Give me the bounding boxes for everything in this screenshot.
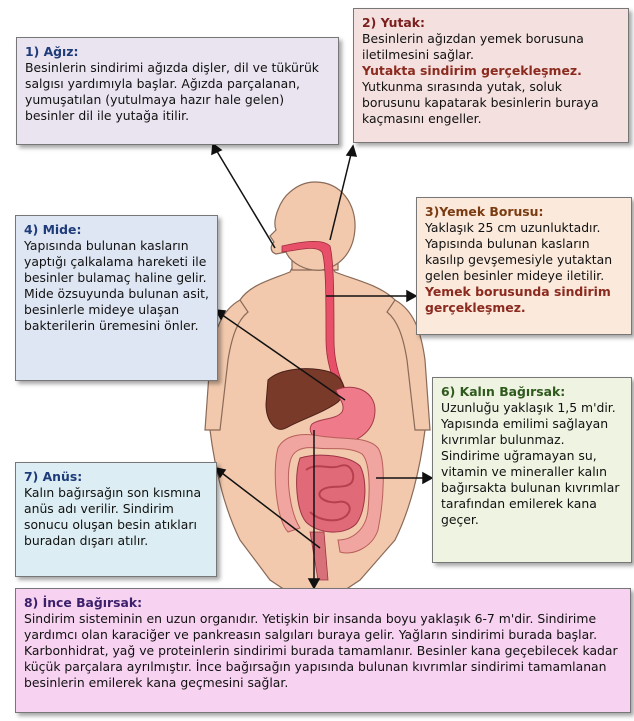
pharynx-text-2: Yutkunma sırasında yutak, soluk borusunu kapatarak besinlerin buraya kaçmasını engeller. [362,79,599,126]
stomach-title: 4) Mide: [24,222,82,237]
info-box-large-intestine [432,377,632,563]
info-box-anus [15,462,217,577]
head [270,182,355,270]
esophagus-title: 3)Yemek Borusu: [425,204,544,219]
arrowhead-agiz [212,144,221,154]
small-intestine-text: Sindirim sisteminin en uzun organıdır. Yetişkin bir insanda boyu yaklaşık 6-7 m'dir. Sindirime yardımcı olan karaciğer ve pankreasın salgıları buraya gelir. Yağların sindirimi burada başlar. Karbonhidrat, yağ ve proteinlerin sindirimi burada tamamlanır. Besinler kana geçebilecek kadar küçük parçalara ayrılmıştır. İnce bağırsağın yapısında bulunan kıvrımlar sindirimi tamamlanan besinlerin emilerek kana geçmesini sağlar. [24,611,618,690]
arrowhead-kalin [423,473,432,483]
large-intestine-text-1: Uzunluğu yaklaşık 1,5 m'dir. Yapısında emilimi sağlayan kıvrımlar bulunmaz. [441,400,616,447]
pharynx-title: 2) Yutak: [362,15,425,30]
large-intestine-text-2: Sindirime uğramayan su, vitamin ve mineraller kalın bağırsakta bulunan kıvrımlar tarafından emilerek kana geçer. [441,448,620,527]
pharynx-text-1: Besinlerin ağızdan yemek borusuna iletilmesini sağlar. [362,31,584,62]
large-intestine-title: 6) Kalın Bağırsak: [441,384,566,399]
esophagus-text: Yaklaşık 25 cm uzunluktadır. Yapısında bulunan kasların kasılıp gevşemesiyle yutaktan gelen besinler mideye iletilir. [425,220,613,283]
info-box-small-intestine [15,588,631,713]
info-box-esophagus [416,197,632,335]
anus-title: 7) Anüs: [24,469,83,484]
mouth-text: Besinlerin sindirimi ağızda dişler, dil ve tükürük salgısı yardımıyla başlar. Ağızda parçalanan, yumuşatılan (yutulmaya hazır hale gelen) besinler dil ile yutağa itilir. [25,60,319,123]
arrowhead-yutak [347,146,356,156]
info-box-mouth [16,37,339,145]
anus-text: Kalın bağırsağın son kısmına anüs adı verilir. Sindirim sonucu oluşan besin atıkları buradan dışarı atılır. [24,485,202,548]
mouth-title: 1) Ağız: [25,44,79,59]
stomach-text: Yapısında bulunan kasların yaptığı çalkalama hareketi ile besinler bulamaç haline gelir. Mide özsuyunda bulunan asit, besinlerle mideye ulaşan bakterilerin üremesini önler. [24,238,209,333]
small-intestine-title: 8) İnce Bağırsak: [24,595,143,610]
esophagus-warning: Yemek borusunda sindirim gerçekleşmez. [425,284,611,315]
info-box-stomach [15,215,218,381]
arrowhead-yemek [407,291,416,301]
info-box-pharynx [353,8,629,143]
connector-agiz [215,148,275,248]
pharynx-warning: Yutakta sindirim gerçekleşmez. [362,63,582,78]
